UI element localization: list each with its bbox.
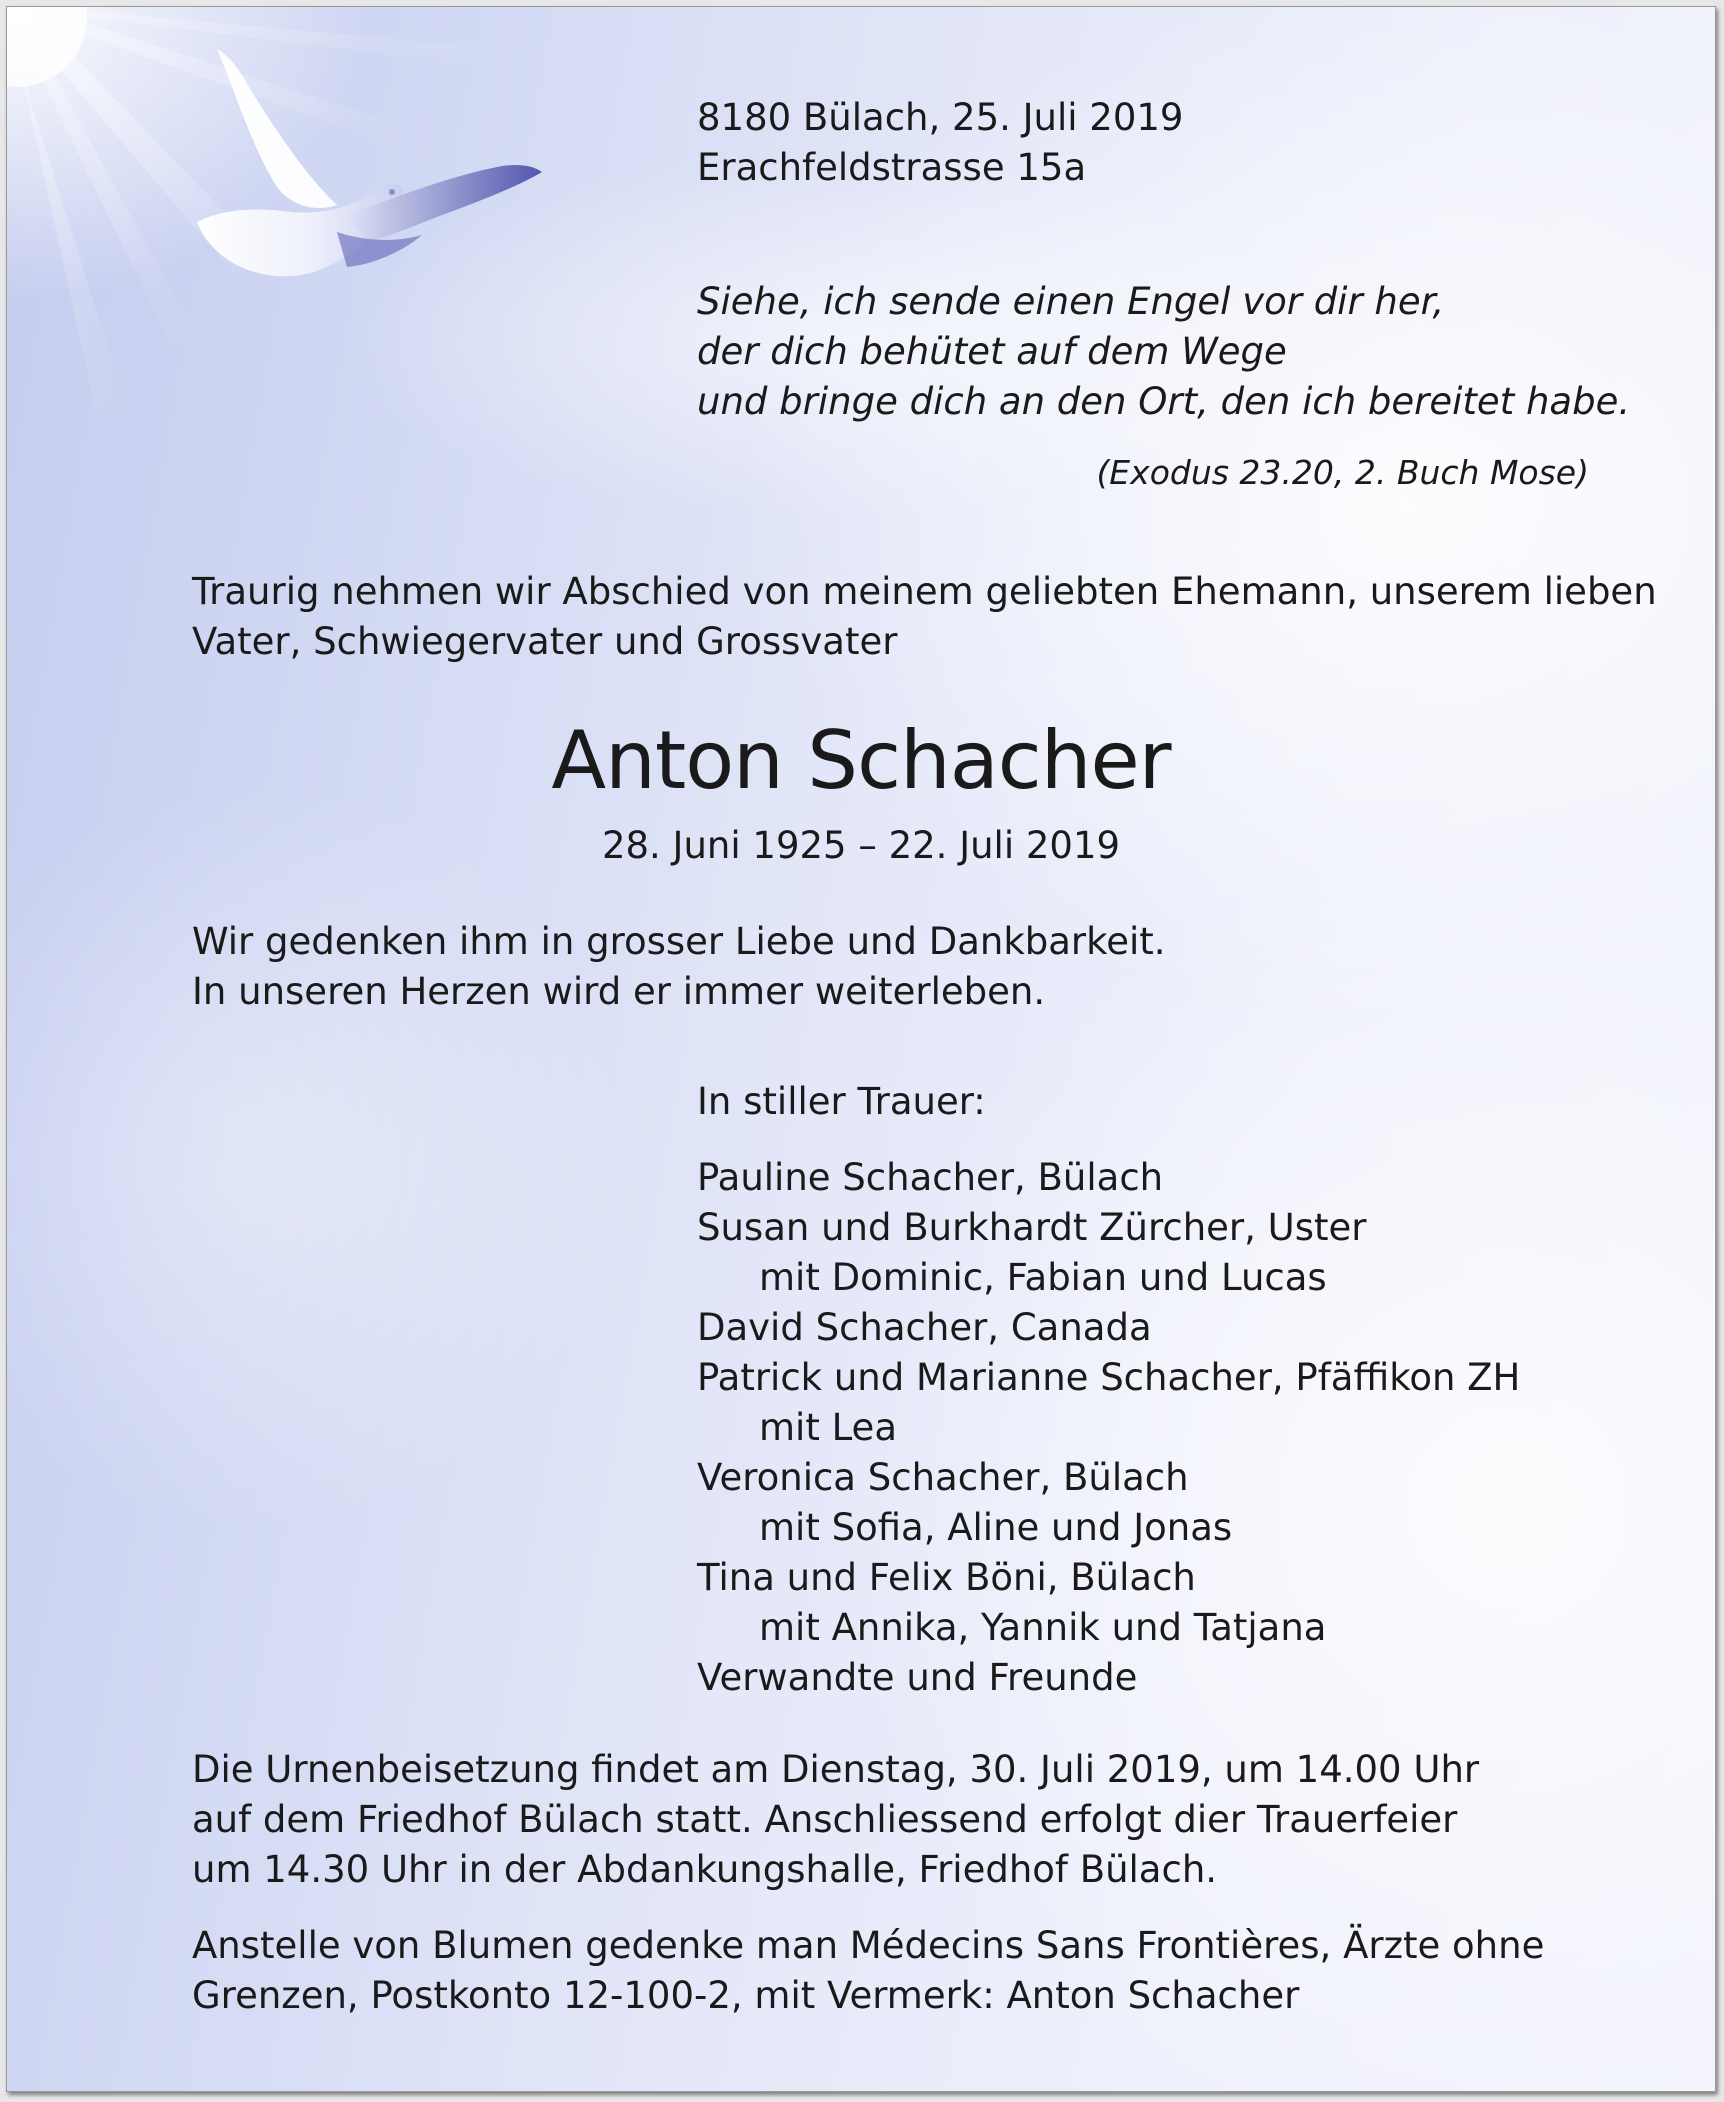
donation-line: Grenzen, Postkonto 12-100-2, mit Vermerk: Anton Schacher <box>192 1974 1300 2017</box>
mourner-children-line: mit Lea <box>759 1406 897 1449</box>
mourner-line: Pauline Schacher, Bülach <box>697 1156 1164 1199</box>
ceremony-text <box>192 1745 1479 1895</box>
donation-text <box>192 1921 1544 2021</box>
address: Erachfeldstrasse 15a <box>697 146 1087 189</box>
remembrance-text <box>192 917 1166 1017</box>
mourner-line: Patrick und Marianne Schacher, Pfäffikon ZH <box>697 1356 1521 1399</box>
verse-source: (Exodus 23.20, 2. Buch Mose) <box>1096 453 1589 492</box>
intro-line: Vater, Schwiegervater und Grossvater <box>192 620 898 663</box>
mourner-line: Susan und Burkhardt Zürcher, Uster <box>697 1206 1367 1249</box>
obituary-card <box>6 6 1716 2092</box>
donation-line: Anstelle von Blumen gedenke man Médecins Sans Frontières, Ärzte ohne <box>192 1924 1545 1967</box>
remembrance-line: Wir gedenken ihm in grosser Liebe und Dankbarkeit. <box>192 920 1166 963</box>
ceremony-line: um 14.30 Uhr in der Abdankungshalle, Friedhof Bülach. <box>192 1848 1218 1891</box>
bible-verse <box>697 277 1630 427</box>
intro-line: Traurig nehmen wir Abschied von meinem geliebten Ehemann, unserem lieben <box>192 570 1657 613</box>
mourner-line: David Schacher, Canada <box>697 1306 1152 1349</box>
mourners-list <box>697 1153 1520 1703</box>
mourner-children-line: mit Annika, Yannik und Tatjana <box>759 1606 1327 1649</box>
verse-line: Siehe, ich sende einen Engel vor dir her, <box>697 280 1445 323</box>
mourner-children-line: mit Sofia, Aline und Jonas <box>759 1506 1233 1549</box>
ceremony-line: Die Urnenbeisetzung findet am Dienstag, 30. Juli 2019, um 14.00 Uhr <box>192 1748 1480 1791</box>
verse-line: der dich behütet auf dem Wege <box>697 330 1287 373</box>
ceremony-line: auf dem Friedhof Bülach statt. Anschliessend erfolgt dier Trauerfeier <box>192 1798 1458 1841</box>
mourner-line: Tina und Felix Böni, Bülach <box>697 1556 1196 1599</box>
verse-line: und bringe dich an den Ort, den ich bereitet habe. <box>697 380 1631 423</box>
mourner-line: Veronica Schacher, Bülach <box>697 1456 1189 1499</box>
mourners-heading: In stiller Trauer: <box>697 1080 986 1123</box>
remembrance-line: In unseren Herzen wird er immer weiterleben. <box>192 970 1046 1013</box>
place-date: 8180 Bülach, 25. Juli 2019 <box>697 96 1184 139</box>
intro-text <box>192 567 1657 667</box>
mourner-line: Verwandte und Freunde <box>697 1656 1138 1699</box>
mourner-children-line: mit Dominic, Fabian und Lucas <box>759 1256 1327 1299</box>
life-dates: 28. Juni 1925 – 22. Juli 2019 <box>601 824 1121 867</box>
header-block <box>697 93 1183 193</box>
deceased-name: Anton Schacher <box>551 714 1171 807</box>
dove-icon <box>197 37 557 297</box>
